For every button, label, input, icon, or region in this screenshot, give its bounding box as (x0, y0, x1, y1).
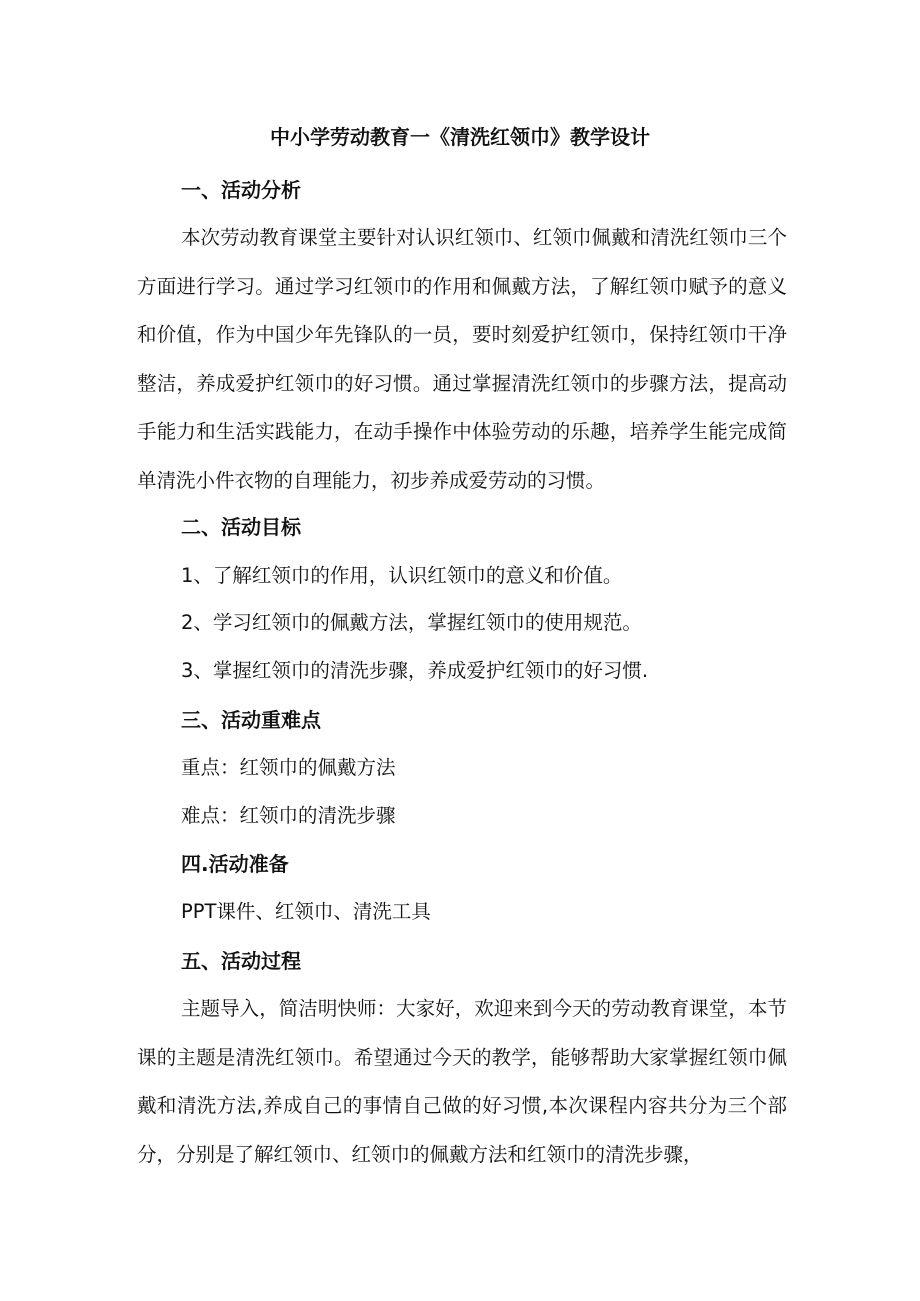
analysis-paragraph: 本次劳动教育课堂主要针对认识红领巾、红领巾佩戴和清洗红领巾三个方面进行学习。通过学习红领巾的作用和佩戴方法，了解红领巾赋予的意义和价值，作为中国少年先锋队的一员，要时刻爱护红领巾，保持红领巾干净整洁，养成爱护红领巾的好习惯。通过掌握清洗红领巾的步骤方法，提高动手能力和生活实践能力，在动手操作中体验劳动的乐趣，培养学生能完成简单清洗小件衣物的自理能力，初步养成爱劳动的习惯。 (137, 226, 787, 492)
goal-item-1: 1、了解红领巾的作用，认识红领巾的意义和价值。 (181, 564, 623, 587)
process-paragraph: 主题导入，简洁明快师：大家好，欢迎来到今天的劳动教育课堂，本节课的主题是清洗红领巾。希望通过今天的教学，能够帮助大家掌握红领巾佩戴和清洗方法,养成自己的事情自己做的好习惯,本次课程内容共分为三个部分，分别是了解红领巾、红领巾的佩戴方法和红领巾的清洗步骤， (137, 997, 787, 1166)
section-heading-process: 五、活动过程 (181, 949, 301, 973)
section-heading-goals: 二、活动目标 (181, 515, 301, 539)
section-heading-preparation: 四.活动准备 (181, 852, 289, 876)
document-title: 中小学劳动教育一《清洗红领巾》教学设计 (270, 125, 650, 149)
section-heading-key-points: 三、活动重难点 (181, 708, 321, 732)
goal-item-2: 2、学习红领巾的佩戴方法，掌握红领巾的使用规范。 (181, 611, 642, 634)
section-heading-analysis: 一、活动分析 (181, 178, 301, 202)
difficulty-text: 难点：红领巾的清洗步骤 (181, 804, 396, 827)
preparation-text: PPT课件、红领巾、清洗工具 (181, 900, 431, 923)
key-point-text: 重点：红领巾的佩戴方法 (181, 756, 396, 779)
goal-item-3: 3、掌握红领巾的清洗步骤，养成爱护红领巾的好习惯. (181, 659, 649, 682)
